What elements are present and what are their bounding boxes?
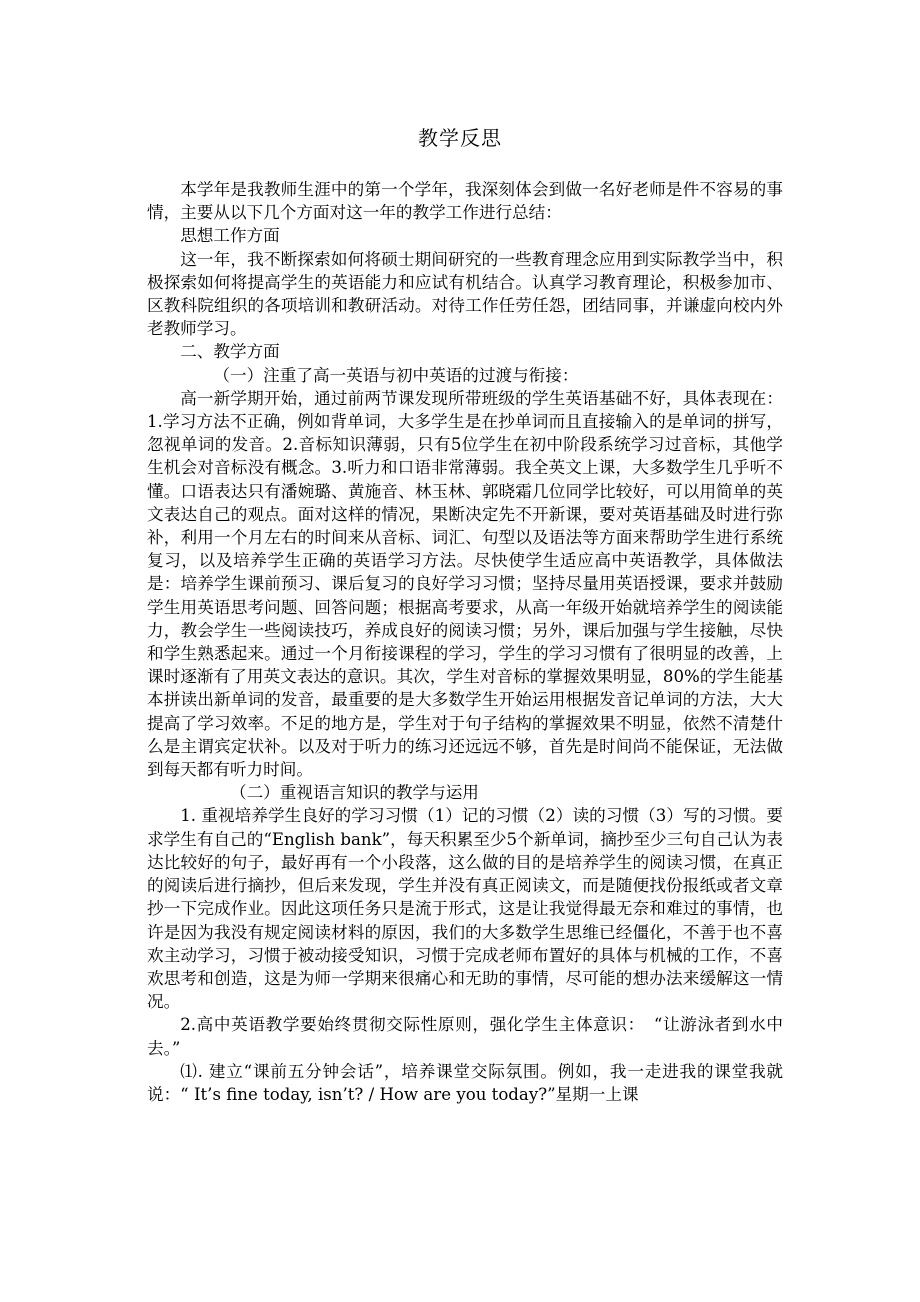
document-body bbox=[147, 178, 783, 1106]
paragraph: 二、教学方面 bbox=[180, 342, 280, 362]
paragraph: 思想工作方面 bbox=[180, 226, 280, 246]
paragraph: 高一新学期开始，通过前两节课发现所带班级的学生英语基础不好，具体表现在：1.学习方法不正确，例如背单词，大多学生是在抄单词而且直接输入的是单词的拼写，忽视单词的发音。2.音标知识薄弱，只有5位学生在初中阶段系统学习过音标，其他学生机会对音标没有概念。3.听力和口语非常薄弱。我全英文上课，大多数学生几乎听不懂。口语表达只有潘婉璐、黄施音、林玉林、郭晓霜几位同学比较好，可以用简单的英文表达自己的观点。面对这样的情况，果断决定先不开新课，要对英语基础及时进行弥补，利用一个月左右的时间来从音标、词汇、句型以及语法等方面来帮助学生进行系统复习，以及培养学生正确的英语学习方法。尽快使学生适应高中英语教学，具体做法是：培养学生课前预习、课后复习的良好学习习惯；坚持尽量用英语授课，要求并鼓励学生用英语思考问题、回答问题；根据高考要求，从高一年级开始就培养学生的阅读能力，教会学生一些阅读技巧，养成良好的阅读习惯；另外，课后加强与学生接触，尽快和学生熟悉起来。通过一个月衔接课程的学习，学生的学习习惯有了很明显的改善，上课时逐渐有了用英文表达的意识。其次，学生对音标的掌握效果明显，80%的学生能基本拼读出新单词的发音，最重要的是大多数学生开始运用根据发音记单词的方法，大大提高了学习效率。不足的地方是，学生对于句子结构的掌握效果不明显，依然不清楚什么是主谓宾定状补。以及对于听力的练习还远远不够，首先是时间尚不能保证，无法做到每天都有听力时间。 bbox=[147, 388, 783, 780]
paragraph: 这一年，我不断探索如何将硕士期间研究的一些教育理念应用到实际教学当中，积极探索如何将提高学生的英语能力和应试有机结合。认真学习教育理论，积极参加市、区教科院组织的各项培训和教研活动。对待工作任劳任怨，团结同事，并谦虚向校内外老教师学习。 bbox=[147, 249, 783, 339]
paragraph: （二）重视语言知识的教学与运用 bbox=[230, 783, 479, 803]
document-title: 教学反思 bbox=[418, 126, 502, 150]
paragraph: 1. 重视培养学生良好的学习习惯（1）记的习惯（2）读的习惯（3）写的习惯。要求学生有自己的“English bank”，每天积累至少5个新单词，摘抄至少三句自己认为表达比较好的句子，最好再有一个小段落，这么做的目的是培养学生的阅读习惯，在真正的阅读后进行摘抄，但后来发现，学生并没有真正阅读文，而是随便找份报纸或者文章抄一下完成作业。因此这项任务只是流于形式，这是让我觉得最无奈和难过的事情，也许是因为我没有规定阅读材料的原因，我们的大多数学生思维已经僵化，不善于也不喜欢主动学习，习惯于被动接受知识，习惯于完成老师布置好的具体与机械的工作，不喜欢思考和创造，这是为师一学期来很痛心和无助的事情，尽可能的想办法来缓解这一情况。 bbox=[147, 806, 783, 1012]
paragraph: ⑴. 建立“课前五分钟会话”，培养课堂交际氛围。例如，我一走进我的课堂我就说：“ It’s fine today, isn’t? / How are you today?”星期一上课 bbox=[147, 1061, 783, 1104]
paragraph: （一）注重了高一英语与初中英语的过渡与衔接： bbox=[213, 365, 579, 385]
paragraph: 2.高中英语教学要始终贯彻交际性原则，强化学生主体意识： “让游泳者到水中去。” bbox=[147, 1015, 783, 1058]
paragraph: 本学年是我教师生涯中的第一个学年，我深刻体会到做一名好老师是件不容易的事情，主要从以下几个方面对这一年的教学工作进行总结： bbox=[147, 180, 783, 223]
